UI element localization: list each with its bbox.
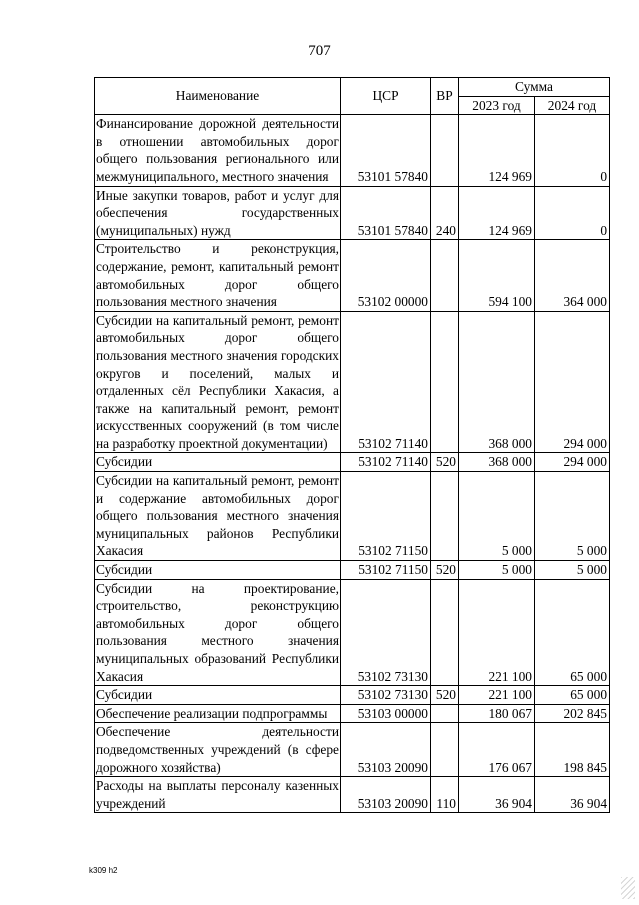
budget-table (94, 77, 610, 813)
row-vr: 520 (431, 686, 459, 705)
row-2023: 221 100 (459, 686, 535, 705)
row-2024: 294 000 (535, 311, 610, 453)
table-row (95, 561, 610, 580)
table-row (95, 777, 610, 813)
row-csr: 53102 00000 (341, 240, 431, 311)
row-vr: 110 (431, 777, 459, 813)
row-name: Субсидии на капитальный ремонт, ремонт автомобильных дорог общего пользования местного значения городских округов и поселений, малых и отдаленных сёл Республики Хакасия, а также на капитальный ремонт, ремонт искусственных сооружений (в том числе на разработку проектной документации) (95, 311, 341, 453)
table-body (95, 115, 610, 813)
row-name: Расходы на выплаты персоналу казенных учреждений (95, 777, 341, 813)
table-row (95, 723, 610, 777)
table-row (95, 311, 610, 453)
row-vr (431, 723, 459, 777)
row-csr: 53102 73130 (341, 579, 431, 686)
row-name: Субсидии (95, 453, 341, 472)
row-vr (431, 472, 459, 561)
row-2023: 36 904 (459, 777, 535, 813)
header-year-2024: 2024 год (535, 96, 610, 115)
scan-artifact (621, 877, 635, 899)
header-sum: Сумма (459, 78, 610, 97)
header-vr: ВР (431, 78, 459, 115)
table-row (95, 704, 610, 723)
row-name: Субсидии (95, 686, 341, 705)
row-name: Строительство и реконструкция, содержание, ремонт, капитальный ремонт автомобильных дорог общего пользования местного значения (95, 240, 341, 311)
row-2024: 198 845 (535, 723, 610, 777)
row-csr: 53101 57840 (341, 115, 431, 186)
table-header (95, 78, 610, 115)
header-year-2023: 2023 год (459, 96, 535, 115)
table-row (95, 453, 610, 472)
row-2024: 5 000 (535, 472, 610, 561)
row-vr (431, 240, 459, 311)
row-vr (431, 311, 459, 453)
table-row (95, 115, 610, 186)
row-2023: 5 000 (459, 561, 535, 580)
row-2023: 124 969 (459, 115, 535, 186)
row-2024: 202 845 (535, 704, 610, 723)
row-2023: 368 000 (459, 311, 535, 453)
header-name: Наименование (95, 78, 341, 115)
row-csr: 53102 73130 (341, 686, 431, 705)
table-row (95, 186, 610, 240)
document-code: k309 h2 (89, 866, 118, 875)
row-name: Субсидии на капитальный ремонт, ремонт и содержание автомобильных дорог общего пользования местного значения муниципальных районов Республики Хакасия (95, 472, 341, 561)
row-vr (431, 115, 459, 186)
row-name: Субсидии (95, 561, 341, 580)
row-vr: 240 (431, 186, 459, 240)
row-2023: 221 100 (459, 579, 535, 686)
row-name: Финансирование дорожной деятельности в отношении автомобильных дорог общего пользования регионального или межмуниципального, местного значения (95, 115, 341, 186)
row-2024: 65 000 (535, 579, 610, 686)
row-csr: 53102 71150 (341, 472, 431, 561)
row-csr: 53102 71150 (341, 561, 431, 580)
row-2024: 65 000 (535, 686, 610, 705)
row-2023: 176 067 (459, 723, 535, 777)
row-2023: 180 067 (459, 704, 535, 723)
row-csr: 53102 71140 (341, 311, 431, 453)
row-csr: 53101 57840 (341, 186, 431, 240)
row-2023: 594 100 (459, 240, 535, 311)
row-csr: 53103 20090 (341, 777, 431, 813)
table-row (95, 579, 610, 686)
table-row (95, 686, 610, 705)
row-2023: 368 000 (459, 453, 535, 472)
row-2024: 36 904 (535, 777, 610, 813)
page-number: 707 (308, 43, 331, 59)
row-2024: 0 (535, 186, 610, 240)
row-name: Обеспечение реализации подпрограммы (95, 704, 341, 723)
row-vr (431, 579, 459, 686)
table-row (95, 240, 610, 311)
row-vr: 520 (431, 453, 459, 472)
row-2024: 294 000 (535, 453, 610, 472)
row-csr: 53102 71140 (341, 453, 431, 472)
row-csr: 53103 00000 (341, 704, 431, 723)
row-name: Субсидии на проектирование, строительство, реконструкцию автомобильных дорог общего пользования местного значения муниципальных образований Республики Хакасия (95, 579, 341, 686)
row-csr: 53103 20090 (341, 723, 431, 777)
row-2024: 5 000 (535, 561, 610, 580)
table-row (95, 472, 610, 561)
row-2024: 364 000 (535, 240, 610, 311)
row-name: Иные закупки товаров, работ и услуг для обеспечения государственных (муниципальных) нужд (95, 186, 341, 240)
row-2023: 5 000 (459, 472, 535, 561)
row-2024: 0 (535, 115, 610, 186)
row-2023: 124 969 (459, 186, 535, 240)
header-csr: ЦСР (341, 78, 431, 115)
row-vr: 520 (431, 561, 459, 580)
row-vr (431, 704, 459, 723)
row-name: Обеспечение деятельности подведомственных учреждений (в сфере дорожного хозяйства) (95, 723, 341, 777)
